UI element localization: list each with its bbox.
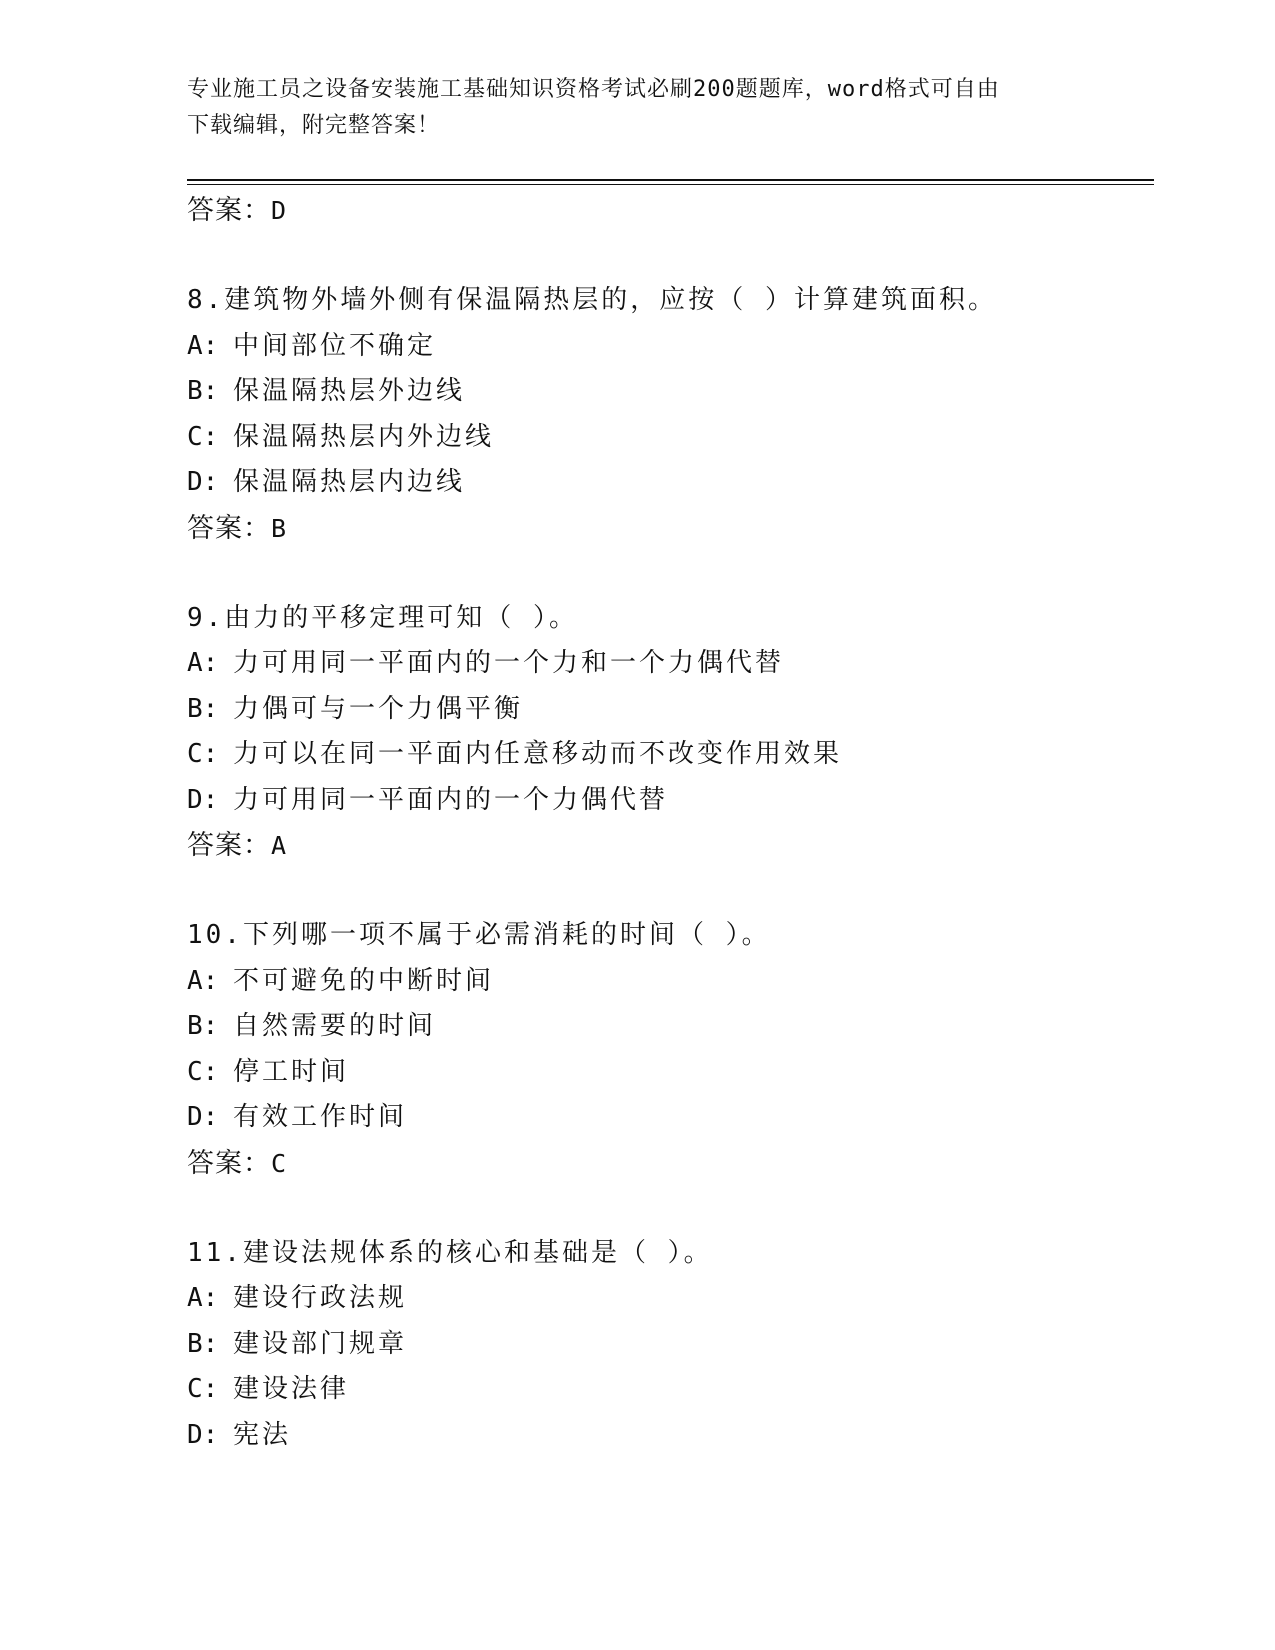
- option-c: [187, 732, 1147, 778]
- option-letter: C:: [187, 1374, 219, 1404]
- option-letter: C:: [187, 421, 219, 452]
- question-text: 9.由力的平移定理可知（ ）。: [187, 602, 578, 633]
- option-letter: D:: [187, 784, 219, 815]
- option-c: [187, 1050, 1147, 1096]
- option-a: [187, 324, 1147, 370]
- option-text: 保温隔热层内边线: [233, 467, 466, 497]
- answer-line: [187, 506, 1147, 552]
- answer-label: 答案：: [187, 1147, 271, 1179]
- option-b: [187, 1004, 1147, 1050]
- option-text: 力可以在同一平面内任意移动而不改变作用效果: [233, 739, 843, 769]
- option-text: 有效工作时间: [233, 1102, 408, 1132]
- option-d: [187, 460, 1147, 506]
- option-d: [187, 778, 1147, 824]
- question-block: [187, 596, 1147, 870]
- answer-label: 答案：: [187, 830, 271, 861]
- option-a: [187, 1276, 1147, 1322]
- option-b: [187, 1322, 1147, 1368]
- option-letter: A:: [187, 1283, 219, 1313]
- option-text: 力偶可与一个力偶平衡: [233, 693, 524, 724]
- question-list: [187, 188, 1147, 1458]
- option-letter: B:: [187, 1011, 219, 1041]
- option-letter: B:: [187, 693, 219, 724]
- option-text: 停工时间: [233, 1056, 350, 1087]
- option-b: [187, 369, 1147, 415]
- header-divider-thin: [187, 184, 1154, 185]
- option-letter: B:: [187, 1328, 219, 1359]
- option-d: [187, 1095, 1147, 1141]
- option-text: 力可用同一平面内的一个力和一个力偶代替: [233, 648, 785, 678]
- option-c: [187, 415, 1147, 461]
- question-text: 8.建筑物外墙外侧有保温隔热层的，应按（ ）计算建筑面积。: [187, 285, 997, 315]
- answer-value: C: [271, 1148, 288, 1178]
- answer-line: [187, 823, 1147, 869]
- answer-value: D: [271, 196, 288, 225]
- option-text: 不可避免的中断时间: [233, 965, 495, 996]
- option-letter: D:: [187, 1419, 219, 1450]
- answer-label: 答案：: [187, 512, 271, 544]
- answer-value: A: [271, 831, 288, 860]
- question-block: [187, 913, 1147, 1187]
- option-text: 宪法: [233, 1419, 292, 1450]
- option-text: 建设法律: [233, 1374, 350, 1404]
- option-letter: A:: [187, 965, 219, 996]
- option-b: [187, 687, 1147, 733]
- answer-line: [187, 1141, 1147, 1187]
- option-letter: C:: [187, 1056, 219, 1087]
- option-text: 保温隔热层外边线: [233, 376, 466, 406]
- answer-line: [187, 188, 1147, 234]
- option-letter: C:: [187, 739, 219, 769]
- answer-label: 答案：: [187, 195, 271, 226]
- question-text: 11.建设法规体系的核心和基础是（ ）。: [187, 1237, 713, 1268]
- question-text: 10.下列哪一项不属于必需消耗的时间（ ）。: [187, 920, 771, 950]
- header-divider-thick: [187, 179, 1154, 181]
- answer-value: B: [271, 513, 288, 543]
- option-text: 建设行政法规: [233, 1283, 408, 1313]
- option-a: [187, 641, 1147, 687]
- option-letter: B:: [187, 376, 219, 406]
- option-letter: A:: [187, 330, 219, 361]
- option-letter: A:: [187, 648, 219, 678]
- option-text: 力可用同一平面内的一个力偶代替: [233, 784, 669, 815]
- document-header: [187, 72, 1087, 144]
- option-text: 保温隔热层内外边线: [233, 421, 495, 452]
- option-a: [187, 959, 1147, 1005]
- option-d: [187, 1413, 1147, 1459]
- question-block: [187, 1231, 1147, 1459]
- header-line-2: 下载编辑，附完整答案！: [187, 113, 441, 138]
- option-text: 中间部位不确定: [233, 330, 437, 361]
- option-c: [187, 1367, 1147, 1413]
- option-letter: D:: [187, 1102, 219, 1132]
- header-line-1: 专业施工员之设备安装施工基础知识资格考试必刷200题题库，word格式可自由: [187, 77, 1000, 102]
- option-text: 自然需要的时间: [233, 1011, 437, 1041]
- question-block: [187, 278, 1147, 552]
- option-letter: D:: [187, 467, 219, 497]
- option-text: 建设部门规章: [233, 1328, 408, 1359]
